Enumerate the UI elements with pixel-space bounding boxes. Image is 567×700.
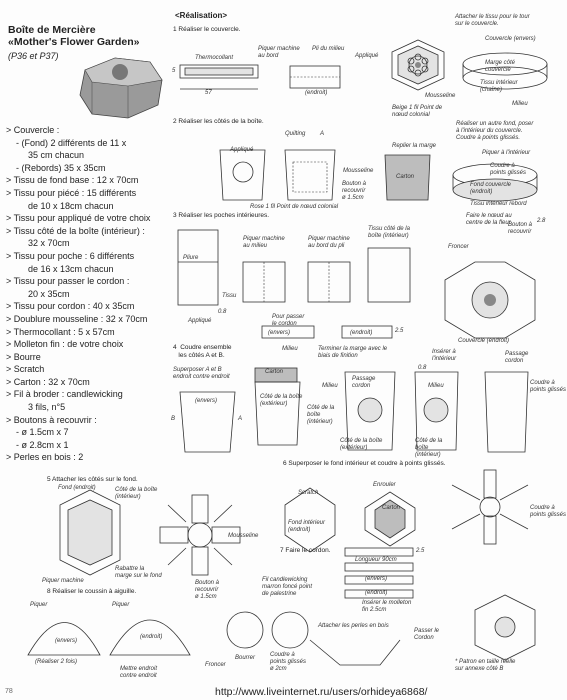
label-couvercle-envers: Couvercle (envers) xyxy=(485,36,536,42)
materials-item: > Tissu pour piécé : 15 différents xyxy=(6,187,137,198)
label-cote-int-1: Côté de la boîte (intérieur) xyxy=(307,405,335,425)
page-reference: (P36 et P37) xyxy=(8,51,59,61)
materials-item: > Doublure mousseline : 32 x 70cm xyxy=(6,313,148,324)
label-cote-boite-int: Côté de la boîte (intérieur) xyxy=(115,487,158,500)
step-8: 8 Réaliser le coussin à aiguille. xyxy=(47,588,137,595)
label-A-1: A xyxy=(320,131,325,137)
label-B: B xyxy=(171,416,176,422)
label-piquer-bord: Piquer machine au bord xyxy=(258,46,300,59)
label-beige: Beige 1 fil Point de nœud colonial xyxy=(392,105,443,118)
materials-item: > Bourre xyxy=(6,351,41,362)
label-milieu-1: Milieu xyxy=(512,101,528,107)
materials-item: > Tissu pour poche : 6 différents xyxy=(6,250,135,261)
title-line-1: Boîte de Mercière xyxy=(8,24,96,36)
label-coudre-glisses-1: Coudre à points glissés xyxy=(530,380,567,393)
materials-item: > Tissu côté de la boîte (intérieur) : xyxy=(6,225,145,236)
materials-item: 32 x 70cm xyxy=(28,238,70,249)
label-fond-couvercle: Fond couvercle (endroit) xyxy=(470,182,512,195)
label-endroit-1: (endroit) xyxy=(305,90,328,96)
label-quilting: Quilting xyxy=(285,131,306,137)
label-dim-57: 57 xyxy=(205,90,212,96)
label-dim-25-1: 2.5 xyxy=(395,328,404,334)
label-faire-noeud: Faire le nœud au centre de la fleur xyxy=(466,213,512,226)
label-envers-2: (envers) xyxy=(195,398,218,404)
box-photo xyxy=(80,58,162,118)
materials-item: de 16 x 13cm chacun xyxy=(28,263,114,274)
label-dim-08-2: 0.8 xyxy=(418,365,427,371)
materials-list xyxy=(6,124,166,464)
step-2: 2 Réaliser les côtés de la boîte. xyxy=(173,118,264,125)
label-bouton-recouvrir: Bouton à recouvrir ø 1.5cm xyxy=(342,181,367,201)
materials-item: > Perles en bois : 2 xyxy=(6,452,84,463)
label-bouton-recouvrir-2: Bouton à recouvrir ø 1.5cm xyxy=(195,580,220,600)
label-tissu-rebord: Tissu intérieur rebord xyxy=(470,201,527,207)
label-pli-milieu: Pli du milieu xyxy=(312,46,345,52)
label-carton-1: Carton xyxy=(396,174,415,180)
label-passer-cordon: Passer le Cordon xyxy=(414,628,440,641)
label-endroit-3: (endroit) xyxy=(365,590,388,596)
label-mettre-endroit: Mettre endroit contre endroit xyxy=(120,666,158,679)
step-7: 7 Faire le cordon. xyxy=(280,547,331,554)
label-coudre-glisses-2: Coudre à points glissés xyxy=(530,505,567,518)
materials-item: > Fil à broder : candlewicking xyxy=(6,389,123,400)
materials-item: > Molleton fin : de votre choix xyxy=(6,339,124,350)
label-pour-passer: Pour passer le cordon xyxy=(272,314,305,327)
step-1: 1 Réaliser le couvercle. xyxy=(173,26,241,33)
label-fond-endroit: Fond (endroit) xyxy=(58,485,96,491)
label-bourrer: Bourrer xyxy=(235,655,256,661)
label-passage-cordon-2: Passage cordon xyxy=(505,351,529,364)
label-cote-int-2: Côté de la boîte (intérieur) xyxy=(415,438,443,458)
materials-item: 3 fils, n°5 xyxy=(28,402,66,413)
label-inserer: Insérer à l'intérieur xyxy=(432,349,457,362)
label-applique-2: Appliqué xyxy=(230,147,254,153)
label-patron: * Patron en taille réelle sur annexe côté B xyxy=(455,659,516,672)
materials-item: 20 x 35cm xyxy=(28,288,70,299)
label-dim-28: 2.8 xyxy=(537,218,546,224)
label-attacher-tissu: Attacher le tissu pour le tour sur le couvercle. xyxy=(455,14,530,27)
label-milieu-4: Milieu xyxy=(428,383,444,389)
materials-item: de 10 x 18cm chacun xyxy=(28,200,114,211)
label-endroit-4: (endroit) xyxy=(140,634,163,640)
label-superposer-ab: Superposer A et B endroit contre endroit xyxy=(173,367,230,380)
label-milieu-2: Milieu xyxy=(282,346,298,352)
label-piquer-pli: Piquer machine au bord du pli xyxy=(308,236,350,249)
label-mousseline-3: Mousseline xyxy=(228,533,259,539)
step-5: 5 Attacher les côtés sur le fond. xyxy=(47,476,138,483)
label-rabattre: Rabattre la marge sur le fond xyxy=(115,566,162,579)
step-6: 6 Superposer le fond intérieur et coudre à points glissés. xyxy=(283,460,446,467)
label-passage-cordon-1: Passage cordon xyxy=(352,376,376,389)
label-scratch: Scratch xyxy=(298,490,319,496)
label-piquer-2: Piquer xyxy=(112,602,130,608)
source-url[interactable]: http://www.liveinternet.ru/users/orhideya6868/ xyxy=(215,686,428,698)
label-cote-ext-2: Côté de la boîte (extérieur) xyxy=(340,438,383,451)
label-applique-3: Appliqué xyxy=(188,318,212,324)
materials-item: > Tissu pour appliqué de votre choix xyxy=(6,213,151,224)
label-thermocollant: Thermocollant xyxy=(195,55,234,61)
materials-item: > Boutons à recouvrir : xyxy=(6,414,97,425)
label-milieu-3: Milieu xyxy=(322,383,338,389)
materials-item: > Thermocollant : 5 x 57cm xyxy=(6,326,115,337)
label-applique-1: Appliqué xyxy=(355,53,379,59)
label-dim-25-2: 2.5 xyxy=(416,548,425,554)
label-realiser-fond: Réaliser un autre fond, poser à l'intérieur du couvercle. Coudre à points glissés. xyxy=(456,121,534,141)
label-piquer-machine: Piquer machine xyxy=(42,578,84,584)
label-inserer-molleton: Insérer le molleton fin 2.5cm xyxy=(362,600,412,613)
materials-item: > Tissu pour passer le cordon : xyxy=(6,276,130,287)
label-replier-marge: Replier la marge xyxy=(392,143,437,149)
label-envers-1: (envers) xyxy=(268,330,291,336)
materials-item: > Tissu de fond base : 12 x 70cm xyxy=(6,175,139,186)
label-A-2: A xyxy=(238,416,243,422)
materials-item: - (Fond) 2 différents de 11 x xyxy=(16,137,127,148)
label-froncer-1: Froncer xyxy=(448,244,469,250)
label-cote-ext-1: Côté de la boîte (extérieur) xyxy=(260,394,303,407)
label-tissu-cote-int: Tissu côté de la boîte (intérieur) xyxy=(368,226,410,239)
label-fond-interieur: Fond intérieur (endroit) xyxy=(288,520,326,533)
label-bouton-28: Bouton à recouvrir xyxy=(508,222,533,235)
label-longueur: Longueur 90cm xyxy=(355,557,397,563)
label-envers-3: (envers) xyxy=(365,576,388,582)
label-mousseline-1: Mousseline xyxy=(425,93,456,99)
materials-item: - ø 1.5cm x 7 xyxy=(16,427,69,438)
materials-item: - ø 2.8cm x 1 xyxy=(16,439,69,450)
label-terminer-marge: Terminer la marge avec le biais de finition xyxy=(318,346,388,359)
materials-item: > Tissu pour cordon : 40 x 35cm xyxy=(6,301,135,312)
label-dim-08-1: 0.8 xyxy=(218,309,227,315)
label-coudre-points: Coudre à points glissés xyxy=(490,163,527,176)
label-endroit-2: (endroit) xyxy=(350,330,373,336)
label-mousseline-2: Mousseline xyxy=(343,168,374,174)
label-tissu: Tissu xyxy=(222,293,237,299)
label-marge: Marge côté couvercle xyxy=(485,60,516,73)
label-realiser-fois: (Réaliser 2 fois) xyxy=(35,659,78,665)
label-pliure: Pliure xyxy=(183,255,199,261)
label-envers-4: (envers) xyxy=(55,638,78,644)
label-coudre-points-2: Coudre à points glissés ø 2cm xyxy=(270,652,307,672)
page-number: 78 xyxy=(5,688,13,695)
materials-item: > Carton : 32 x 70cm xyxy=(6,376,90,387)
step-4: 4 Coudre ensemble les côtés A et B. xyxy=(173,344,232,359)
label-tissu-interieur: Tissu intérieur (chaîne) xyxy=(480,80,518,93)
label-froncer-2: Froncer xyxy=(205,662,226,668)
label-piquer-interieur: Piquer à l'intérieur xyxy=(482,150,531,156)
label-dim-5: 5 xyxy=(172,68,176,74)
label-rose: Rose 1 fil Point de nœud colonial xyxy=(250,204,339,210)
materials-item: - (Rebords) 35 x 35cm xyxy=(16,162,106,173)
realisation-heading: <Réalisation> xyxy=(175,11,228,20)
label-carton-3: Carton xyxy=(382,505,401,511)
label-attacher-perles: Attacher les perles en bois xyxy=(318,623,389,629)
materials-item: > Couvercle : xyxy=(6,125,60,135)
step-3: 3 Réaliser les poches intérieures. xyxy=(173,212,270,219)
label-piquer-1: Piquer xyxy=(30,602,48,608)
materials-item: 35 cm chacun xyxy=(28,150,85,161)
label-fil-candle: Fil candlewicking marron foncé point de palestrine xyxy=(262,577,313,597)
label-enrouler: Enrouler xyxy=(373,482,396,488)
materials-item: > Scratch xyxy=(6,364,45,375)
title-line-2: «Mother's Flower Garden» xyxy=(8,36,140,48)
label-couvercle-endroit: Couvercle (endroit) xyxy=(458,338,510,344)
label-carton-2: Carton xyxy=(265,369,284,375)
label-piquer-milieu: Piquer machine au milieu xyxy=(243,236,285,249)
